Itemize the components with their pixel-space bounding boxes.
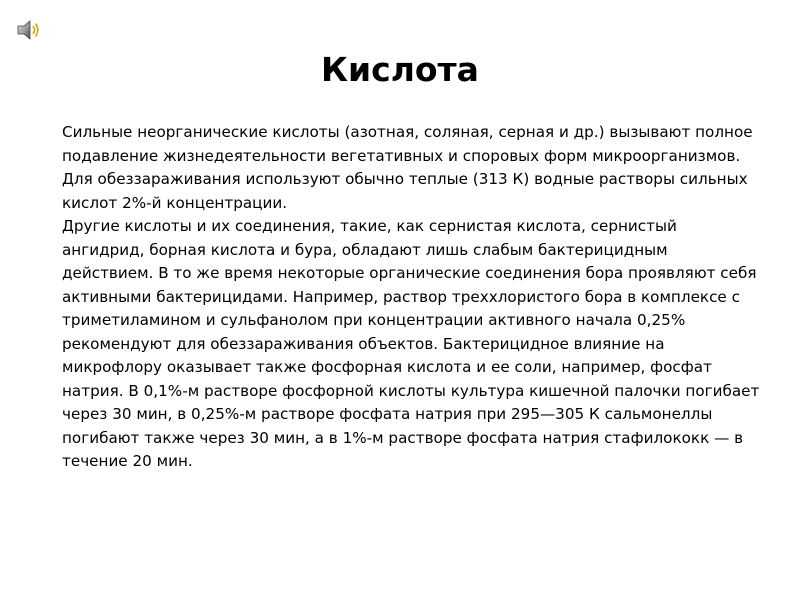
paragraph: Сильные неорганические кислоты (азотная, соляная, серная и др.) вызывают полное подавление жизнедеятельности вегетативных и споровых форм микроорганизмов. Для обеззараживания используют обычно теплые (313 К) водные растворы сильных кислот 2%-й концентрации. — [62, 123, 753, 212]
slide-title: Кислота — [321, 50, 479, 89]
speaker-icon[interactable] — [16, 18, 42, 42]
paragraph: Другие кислоты и их соединения, такие, как сернистая кислота, сернистый ангидрид, борная кислота и бура, обладают лишь слабым бактерицидным действием. В то же время некоторые органические соединения бора проявляют себя активными бактерицидами. Например, раствор треххлористого бора в комплексе с триметиламином и сульфанолом при концентрации активного начала 0,25% рекомендуют для обеззараживания объектов. Бактерицидное влияние на микрофлору оказывает также фосфорная кислота и ее соли, например, фосфат натрия. В 0,1%-м растворе фосфорной кислоты культура кишечной палочки погибает через 30 мин, в 0,25%-м растворе фосфата натрия при 295—305 К сальмонеллы погибают также через 30 мин, а в 1%-м растворе фосфата натрия стафилококк — в течение 20 мин. — [62, 217, 760, 470]
body-text — [62, 121, 762, 474]
